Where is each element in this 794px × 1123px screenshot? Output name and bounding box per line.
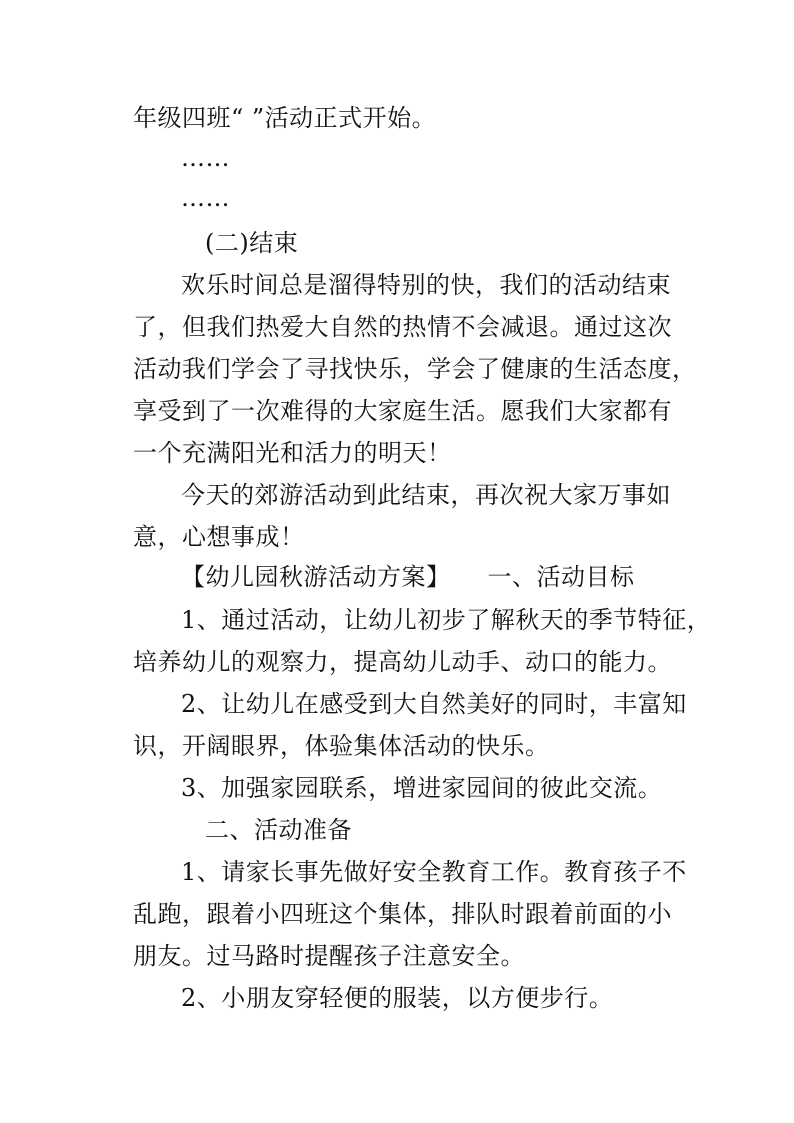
paragraph-line: 识，开阔眼界，体验集体活动的快乐。 bbox=[133, 732, 550, 760]
section-heading: (二)结束 bbox=[205, 229, 299, 257]
paragraph-line: 享受到了一次难得的大家庭生活。愿我们大家都有 bbox=[133, 397, 672, 425]
paragraph-line: 乱跑，跟着小四班这个集体，排队时跟着前面的小 bbox=[133, 900, 672, 928]
paragraph-line: 1、通过活动，让幼儿初步了解秋天的季节特征， bbox=[181, 606, 712, 634]
ellipsis-line: …… bbox=[181, 144, 230, 172]
paragraph-line: 3、加强家园联系，增进家园间的彼此交流。 bbox=[181, 774, 663, 802]
paragraph-line: 今天的郊游活动到此结束，再次祝大家万事如 bbox=[181, 481, 671, 509]
paragraph-line: 活动我们学会了寻找快乐，学会了健康的生活态度， bbox=[133, 355, 697, 383]
ellipsis-line: …… bbox=[181, 184, 230, 212]
paragraph-line: 2、让幼儿在感受到大自然美好的同时，丰富知 bbox=[181, 690, 687, 718]
paragraph-line: 欢乐时间总是溜得特别的快，我们的活动结束 bbox=[181, 271, 671, 299]
paragraph-line: 了，但我们热爱大自然的热情不会减退。通过这次 bbox=[133, 313, 672, 341]
section-heading: 【幼儿园秋游活动方案】 一、活动目标 bbox=[181, 563, 635, 591]
section-heading: 二、活动准备 bbox=[205, 816, 352, 844]
text-line: 年级四班“ ”活动正式开始。 bbox=[133, 104, 437, 132]
paragraph-line: 一个充满阳光和活力的明天！ bbox=[133, 439, 452, 467]
paragraph-line: 2、小朋友穿轻便的服装，以方便步行。 bbox=[181, 984, 614, 1012]
paragraph-line: 培养幼儿的观察力，提高幼儿动手、动口的能力。 bbox=[133, 648, 672, 676]
paragraph-line: 朋友。过马路时提醒孩子注意安全。 bbox=[133, 942, 525, 970]
paragraph-line: 意，心想事成！ bbox=[133, 523, 305, 551]
paragraph-line: 1、请家长事先做好安全教育工作。教育孩子不 bbox=[181, 858, 687, 886]
